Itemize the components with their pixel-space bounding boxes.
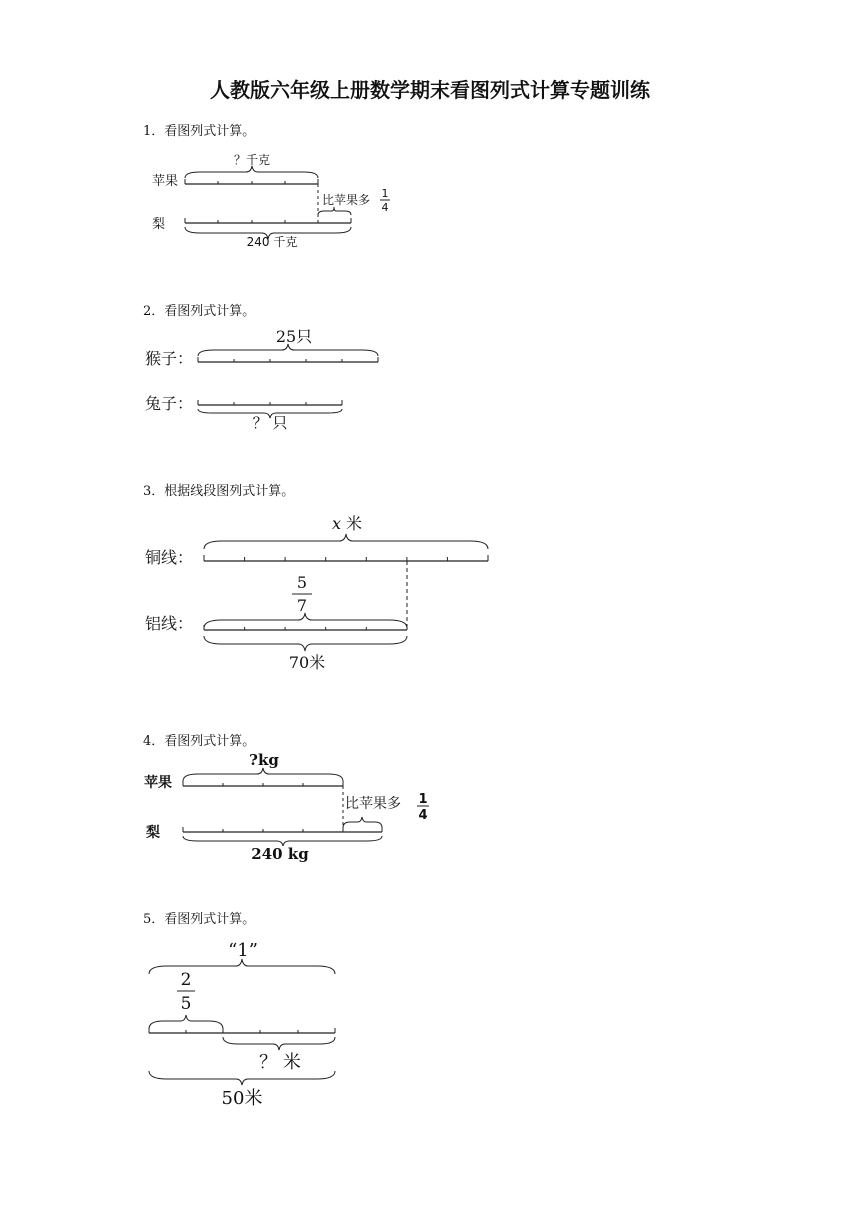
copper-var: x — [332, 514, 342, 533]
extra-brace — [318, 207, 351, 215]
fraction-denominator: 4 — [381, 201, 389, 214]
fraction-denominator: 5 — [180, 994, 192, 1014]
row-monkey-label: 猴子： — [145, 349, 194, 368]
copper-unit: 米 — [346, 514, 363, 533]
apple-top-text: ?kg — [249, 751, 279, 769]
pear-bottom-text: 240 千克 — [246, 235, 298, 249]
compare-text: 比苹果多 — [322, 193, 371, 207]
row-rabbit-label: 兔子： — [145, 394, 194, 413]
fraction-denominator: 7 — [296, 596, 308, 615]
row-pear-label: 梨 — [152, 217, 166, 232]
problem-4-label: 4．看图列式计算。 — [143, 734, 256, 749]
copper-brace — [204, 534, 488, 549]
problem-1-diagram — [0, 145, 860, 255]
remainder-brace — [223, 1037, 335, 1050]
apple-top-text: ？千克 — [233, 153, 271, 167]
pear-bottom-text: 240 kg — [251, 845, 309, 863]
rabbit-count-text: ？ 只 — [252, 414, 288, 432]
fraction-numerator: 2 — [180, 970, 192, 990]
problem-2-diagram — [0, 325, 860, 435]
fraction-brace — [149, 1015, 223, 1029]
problem-4-diagram — [0, 745, 860, 870]
problem-1-label: 1．看图列式计算。 — [143, 124, 256, 139]
row-copper-label: 铜线： — [145, 548, 194, 567]
total-brace — [149, 1071, 335, 1085]
problem-3-diagram — [0, 505, 860, 680]
fraction-numerator: 1 — [418, 792, 428, 807]
problem-5-diagram — [0, 930, 860, 1115]
problem-3-label: 3．根据线段图列式计算。 — [143, 484, 295, 499]
problem-5-label: 5．看图列式计算。 — [143, 912, 256, 927]
apple-top-brace — [185, 166, 318, 178]
apple-top-brace — [183, 768, 343, 781]
whole-brace — [149, 959, 335, 974]
row-apple-label: 苹果 — [152, 174, 179, 189]
remainder-text: ？ 米 — [259, 1052, 301, 1073]
compare-text: 比苹果多 — [345, 796, 401, 812]
monkey-count-text: 25只 — [275, 327, 313, 346]
row-pear-label: 梨 — [146, 825, 160, 841]
problem-2-label: 2．看图列式计算。 — [143, 304, 256, 319]
total-length-text: 50米 — [221, 1088, 263, 1109]
row-apple-label: 苹果 — [144, 775, 172, 791]
row-aluminum-label: 铝线： — [145, 614, 194, 633]
aluminum-length-text: 70米 — [288, 653, 326, 672]
extra-brace — [343, 817, 382, 828]
fraction-numerator: 5 — [296, 573, 308, 592]
fraction-numerator: 1 — [381, 187, 389, 200]
aluminum-bottom-brace — [204, 636, 407, 651]
fraction-denominator: 4 — [418, 808, 428, 823]
aluminum-top-brace — [204, 613, 407, 628]
whole-label: “1” — [228, 940, 258, 961]
page-title: 人教版六年级上册数学期末看图列式计算专题训练 — [210, 78, 650, 102]
